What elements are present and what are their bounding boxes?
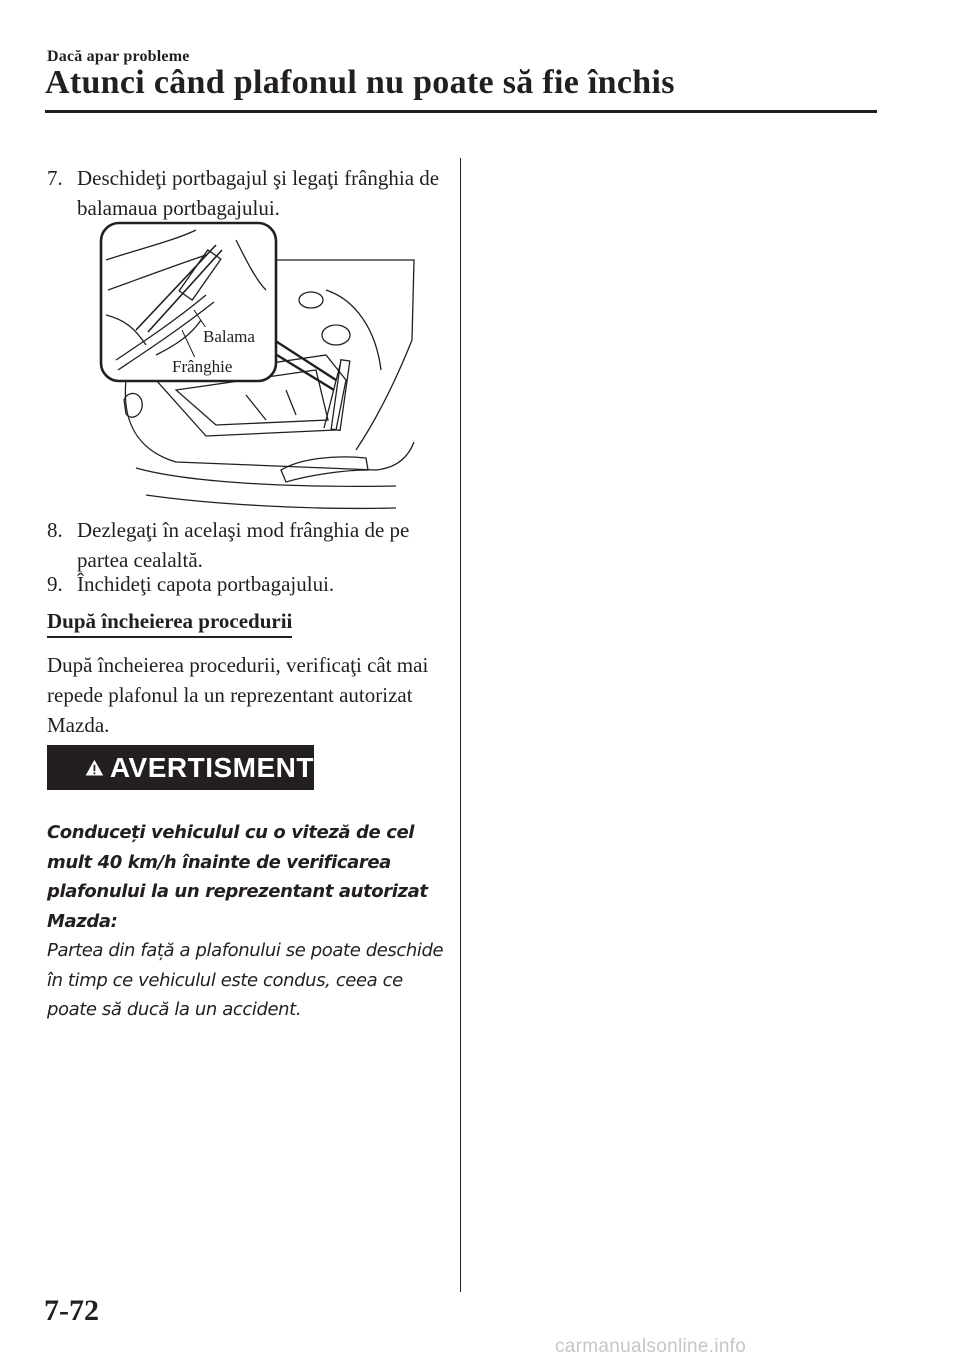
callout-hinge: Balama	[203, 327, 255, 346]
section-label: Dacă apar probleme	[47, 48, 190, 65]
warning-badge	[47, 745, 314, 790]
watermark: carmanualsonline.info	[555, 1336, 747, 1357]
step-7	[47, 163, 447, 223]
callout-rope: Frânghie	[172, 357, 233, 376]
warning-triangle-icon	[85, 753, 104, 783]
step-number: 7.	[47, 166, 63, 190]
step-text: Dezlegaţi în acelaşi mod frânghia de pe partea cealaltă.	[77, 518, 410, 572]
page-title: Atunci când plafonul nu poate să fie închis	[45, 64, 675, 101]
after-procedure-text: După încheierea procedurii, verificaţi cât mai repede plafonul la un reprezentant autorizat Mazda.	[47, 653, 429, 737]
after-procedure-heading: După încheierea procedurii	[47, 608, 292, 638]
page-number: 7-72	[44, 1294, 99, 1327]
warning-body-text: Partea din față a plafonului se poate deschide în timp ce vehiculul este condus, ceea ce poate să ducă la un accident.	[47, 940, 444, 1020]
column-divider	[460, 158, 461, 1292]
step-text: Deschideţi portbagajul şi legaţi frânghia de balamaua portbagajului.	[77, 166, 440, 220]
title-divider	[45, 110, 877, 113]
step-8	[47, 515, 447, 575]
warning-label: AVERTISMENT	[109, 751, 314, 783]
trunk-hinge-illustration	[96, 220, 436, 510]
step-text: Închideţi capota portbagajului.	[77, 572, 335, 596]
warning-text	[47, 818, 457, 1025]
step-number: 9.	[47, 572, 63, 596]
step-9	[47, 569, 447, 599]
step-number: 8.	[47, 518, 63, 542]
warning-bold-text: Conduceți vehiculul cu o viteză de cel mult 40 km/h înainte de verificarea plafonului la un reprezentant autorizat Mazda:	[47, 822, 428, 932]
